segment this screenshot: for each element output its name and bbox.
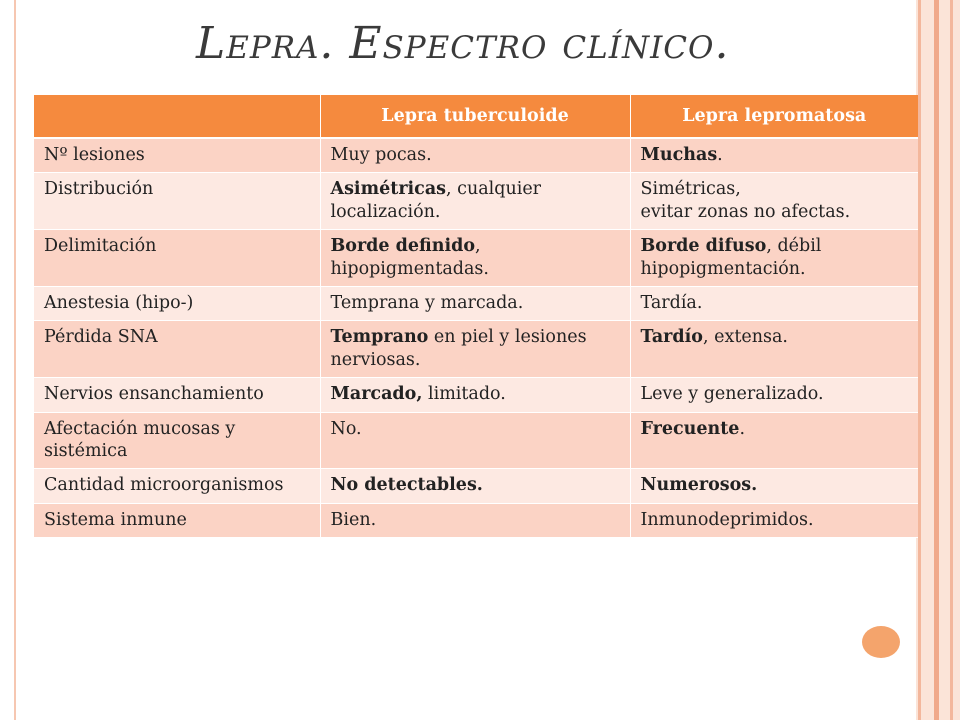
bold-text: Frecuente bbox=[640, 418, 740, 439]
table-row bbox=[34, 378, 918, 412]
row-label: Nervios ensanchamiento bbox=[34, 378, 320, 412]
right-stripe bbox=[918, 0, 921, 720]
table-row bbox=[34, 469, 918, 503]
cell-tuberculoide bbox=[320, 378, 630, 412]
text-segment: Bien. bbox=[330, 509, 377, 530]
bold-text: Tardío bbox=[640, 327, 703, 348]
text-segment: , cualquier localización. bbox=[330, 179, 542, 222]
cell-tuberculoide bbox=[320, 503, 630, 537]
text-segment: Temprana y marcada. bbox=[330, 292, 524, 313]
cell-lepromatosa bbox=[630, 230, 918, 287]
cell-lepromatosa bbox=[630, 503, 918, 537]
header-tuberculoide: Lepra tuberculoide bbox=[320, 95, 630, 138]
right-stripe bbox=[950, 0, 953, 720]
bold-text: Temprano bbox=[330, 327, 429, 348]
row-label: Afectación mucosas y sistémica bbox=[34, 412, 320, 469]
slide-number-badge bbox=[862, 626, 900, 658]
text-segment: No. bbox=[330, 418, 362, 439]
cell-tuberculoide bbox=[320, 138, 630, 173]
cell-lepromatosa bbox=[630, 469, 918, 503]
cell-lepromatosa bbox=[630, 138, 918, 173]
table-row bbox=[34, 412, 918, 469]
slide-title: Lepra. Espectro clínico. bbox=[196, 18, 730, 69]
text-segment: , extensa. bbox=[702, 327, 788, 348]
cell-lepromatosa bbox=[630, 412, 918, 469]
clinical-spectrum-table bbox=[34, 95, 918, 538]
table-header-row bbox=[34, 95, 918, 138]
cell-lepromatosa bbox=[630, 286, 918, 320]
text-segment: en piel y lesiones nerviosas. bbox=[330, 327, 587, 370]
cell-lepromatosa bbox=[630, 173, 918, 230]
bold-text: Muchas bbox=[640, 145, 718, 165]
text-segment: Muy pocas. bbox=[330, 145, 432, 165]
cell-tuberculoide bbox=[320, 469, 630, 503]
text-segment: , hipopigmentadas. bbox=[330, 236, 489, 279]
cell-tuberculoide bbox=[320, 230, 630, 287]
bold-text: Borde difuso bbox=[640, 236, 767, 257]
right-stripe bbox=[934, 0, 939, 720]
table-row bbox=[34, 138, 918, 173]
text-segment: . bbox=[717, 145, 723, 165]
text-segment: . bbox=[739, 418, 746, 439]
table-row bbox=[34, 286, 918, 320]
bold-text: Borde definido bbox=[330, 236, 476, 257]
row-label: Nº lesiones bbox=[34, 138, 320, 173]
bold-text: Marcado, bbox=[330, 384, 423, 405]
row-label: Anestesia (hipo-) bbox=[34, 286, 320, 320]
text-segment: Leve y generalizado. bbox=[640, 384, 824, 405]
row-label: Cantidad microorganismos bbox=[34, 469, 320, 503]
table-row bbox=[34, 503, 918, 537]
text-segment: Tardía. bbox=[640, 292, 703, 313]
bold-text: Asimétricas bbox=[330, 179, 447, 200]
table-body bbox=[34, 138, 918, 538]
row-label: Sistema inmune bbox=[34, 503, 320, 537]
header-lepromatosa: Lepra lepromatosa bbox=[630, 95, 918, 138]
text-segment: evitar zonas no afectas. bbox=[640, 201, 851, 222]
cell-tuberculoide bbox=[320, 412, 630, 469]
table-row bbox=[34, 173, 918, 230]
text-segment: Simétricas, bbox=[640, 179, 741, 200]
cell-tuberculoide bbox=[320, 173, 630, 230]
text-segment: , débil hipopigmentación. bbox=[640, 236, 822, 279]
bold-text: Numerosos. bbox=[640, 475, 758, 496]
row-label: Pérdida SNA bbox=[34, 321, 320, 378]
right-decorative-band bbox=[916, 0, 960, 720]
cell-lepromatosa bbox=[630, 378, 918, 412]
table-row bbox=[34, 321, 918, 378]
header-empty-cell bbox=[34, 95, 320, 138]
text-segment: limitado. bbox=[422, 384, 506, 405]
cell-tuberculoide bbox=[320, 286, 630, 320]
table-row bbox=[34, 230, 918, 287]
row-label: Delimitación bbox=[34, 230, 320, 287]
text-segment: Inmunodeprimidos. bbox=[640, 509, 814, 530]
bold-text: No detectables. bbox=[330, 475, 483, 496]
left-margin-rule bbox=[0, 0, 16, 720]
cell-tuberculoide bbox=[320, 321, 630, 378]
row-label: Distribución bbox=[34, 173, 320, 230]
cell-lepromatosa bbox=[630, 321, 918, 378]
